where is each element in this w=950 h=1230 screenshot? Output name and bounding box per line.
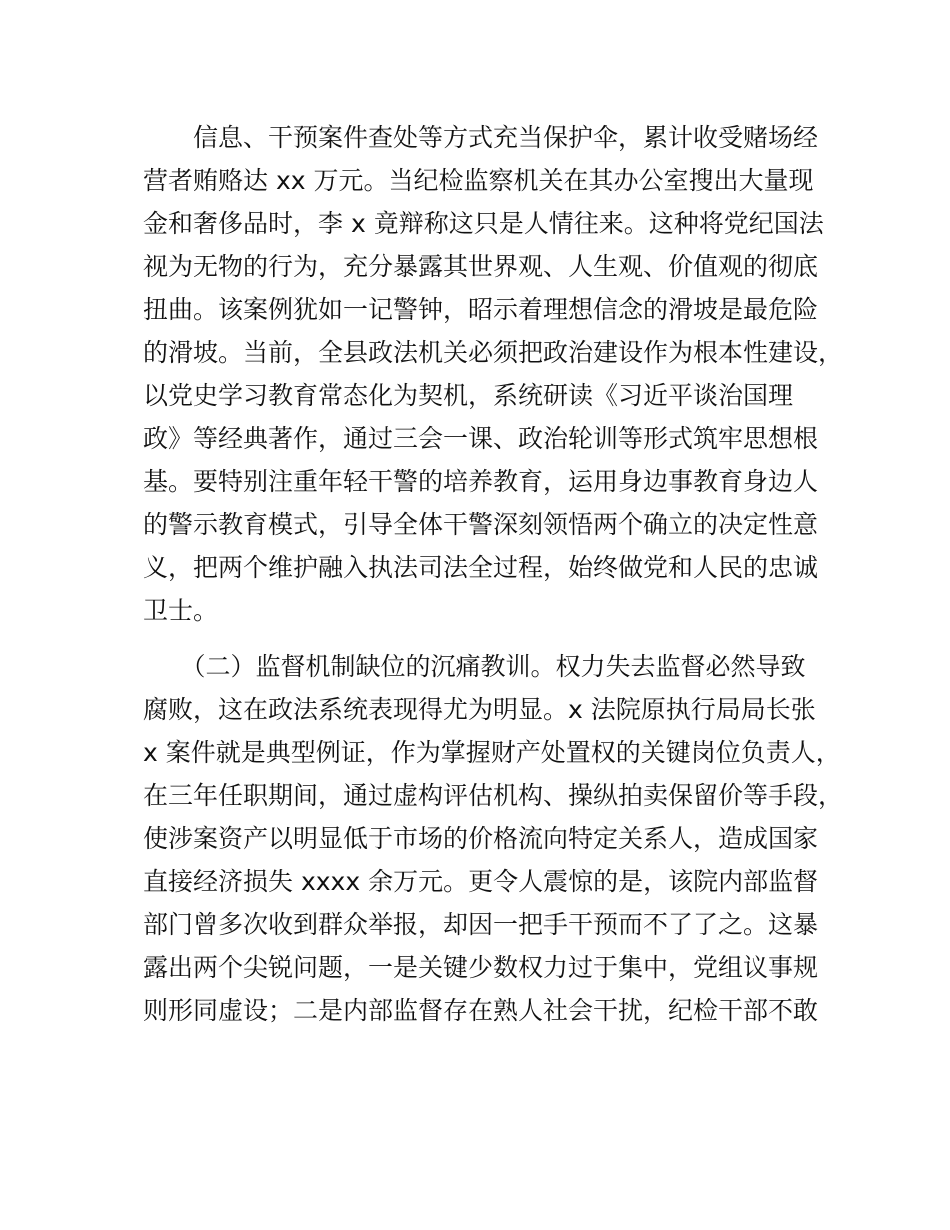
text-line: 营者贿赂达 xx 万元。当纪检监察机关在其办公室搜出大量现 xyxy=(143,166,814,195)
text-line: 金和奢侈品时，李 x 竟辩称这只是人情往来。这种将党纪国法 xyxy=(143,209,824,238)
text-line: 扭曲。该案例犹如一记警钟，昭示着理想信念的滑坡是最危险 xyxy=(143,295,819,324)
text-line: 信息、干预案件查处等方式充当保护伞，累计收受赌场经 xyxy=(143,123,819,152)
text-line: 露出两个尖锐问题，一是关键少数权力过于集中，党组议事规 xyxy=(143,953,819,982)
text-line: 的滑坡。当前，全县政法机关必须把政治建设作为根本性建设， xyxy=(143,338,844,367)
text-line: 政》等经典著作，通过三会一课、政治轮训等形式筑牢思想根 xyxy=(143,424,819,453)
text-line: 在三年任职期间，通过虚构评估机构、操纵拍卖保留价等手段， xyxy=(143,781,844,810)
text-line: 使涉案资产以明显低于市场的价格流向特定关系人，造成国家 xyxy=(143,824,819,853)
section-heading-line: （二）监督机制缺位的沉痛教训。权力失去监督必然导致 xyxy=(143,652,806,681)
text-line: 直接经济损失 xxxx 余万元。更令人震惊的是，该院内部监督 xyxy=(143,867,819,896)
text-line: 则形同虚设；二是内部监督存在熟人社会干扰，纪检干部不敢 xyxy=(143,996,819,1025)
text-line: 以党史学习教育常态化为契机，系统研读《习近平谈治国理 xyxy=(143,381,794,410)
text-line: 视为无物的行为，充分暴露其世界观、人生观、价值观的彻底 xyxy=(143,252,819,281)
text-line: 卫士。 xyxy=(143,596,219,625)
text-line: 基。要特别注重年轻干警的培养教育，运用身边事教育身边人 xyxy=(143,467,819,496)
text-line: 部门曾多次收到群众举报，却因一把手干预而不了了之。这暴 xyxy=(143,910,819,939)
text-line: 腐败，这在政法系统表现得尤为明显。x 法院原执行局局长张 xyxy=(143,695,816,724)
text-line: 的警示教育模式，引导全体干警深刻领悟两个确立的决定性意 xyxy=(143,510,819,539)
text-line: 义，把两个维护融入执法司法全过程，始终做党和人民的忠诚 xyxy=(143,553,819,582)
text-line: x 案件就是典型例证，作为掌握财产处置权的关键岗位负责人， xyxy=(143,738,841,767)
